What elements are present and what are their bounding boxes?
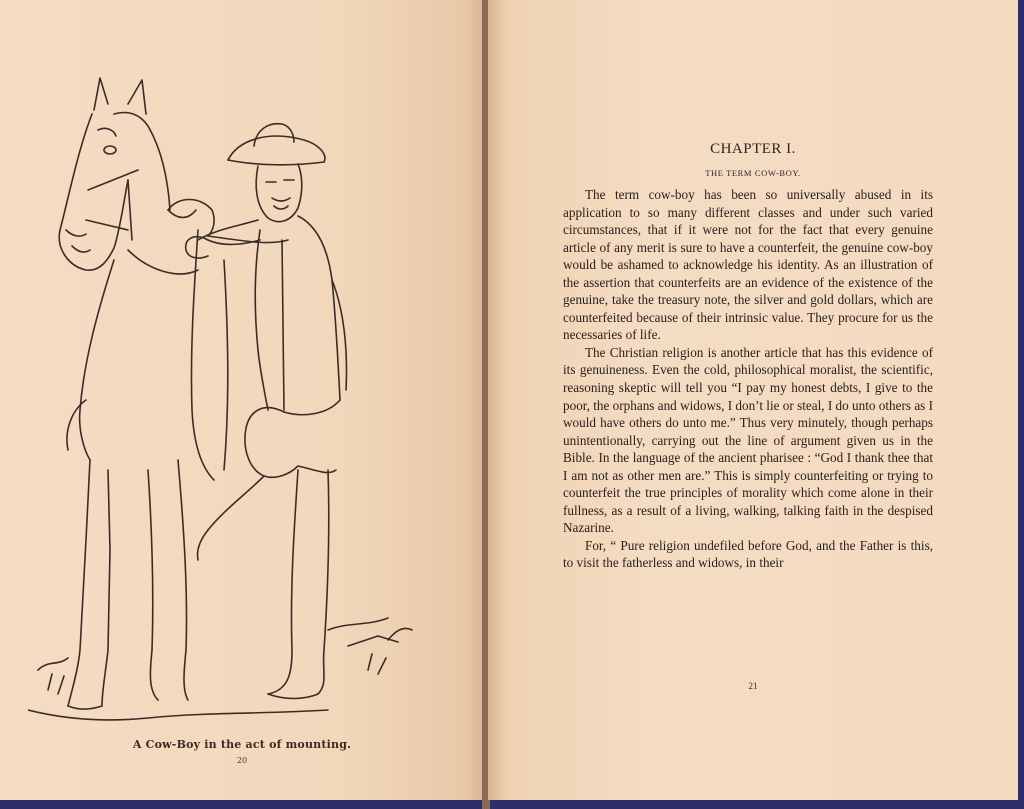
chapter-text <box>563 186 933 572</box>
paragraph: The term cow-boy has been so universally abused in its application to so many different classes and under such varied circumstances, that if it were not for the fact that every genuine article of any merit is sure to have a counterfeit, the genuine cow-boy would be ashamed to acknowledge his identity. As an illustration of the assertion that counterfeits are an evidence of the existence of the genuine, take the treasury note, the silver and gold dollars, which are counterfeited because of their intrinsic value. They procure for us the necessaries of life. <box>563 187 933 343</box>
right-page-number: 21 <box>748 681 758 691</box>
paragraph: The Christian religion is another article that has this evidence of its genuineness. Even the cold, philosophical moralist, the scientific, reasoning skeptic will tell you “I pay my honest debts, I give to the poor, the orphans and widows, I don’t lie or steal, I do unto others as I would have others do unto me.” Thus very minutely, though perhaps unintentionally, carrying out the line of argument given us in the Bible. In the language of the ancient pharisee : “God I thank thee that I am not as other men are.” This is simply counterfeiting or trying to counterfeit the true principles of morality which come alone in their fullness, as a result of a living, walking, talking faith in the despised Nazarine. <box>563 344 933 536</box>
cowboy-horse-illustration <box>28 70 428 730</box>
left-page-number: 20 <box>236 756 248 765</box>
left-page <box>0 0 484 800</box>
paragraph: For, “ Pure religion undefiled before God, and the Father is this, to visit the fatherless and widows, in their <box>563 537 933 571</box>
illustration-caption: A Cow-Boy in the act of mounting. <box>132 738 352 751</box>
chapter-title: CHAPTER I. <box>710 141 796 157</box>
chapter-subtitle: THE TERM COW-BOY. <box>705 168 801 178</box>
